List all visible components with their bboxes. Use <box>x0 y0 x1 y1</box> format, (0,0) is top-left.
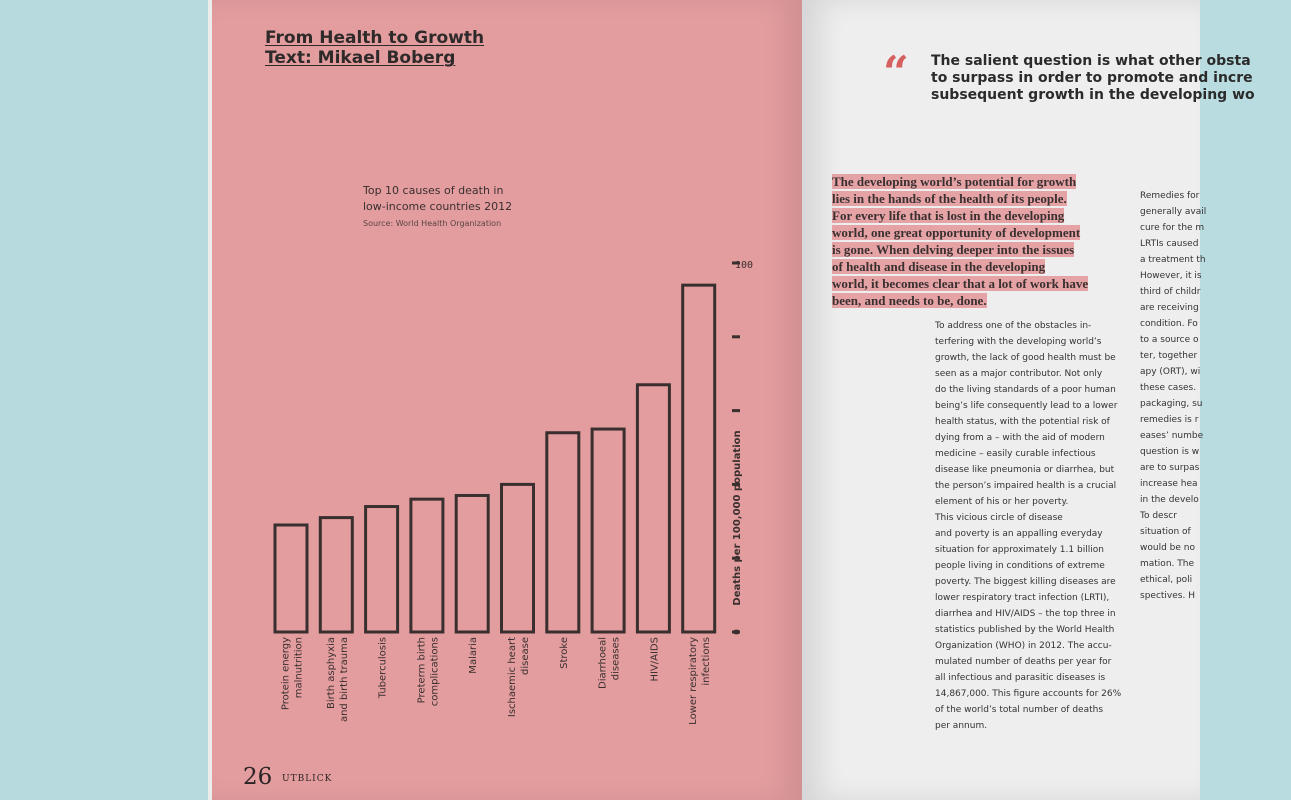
body-line: remedies is r <box>1140 415 1199 425</box>
body-line: situation of <box>1140 527 1191 537</box>
body-line: all infectious and parasitic diseases is <box>935 673 1106 683</box>
body-line: poverty. The biggest killing diseases are <box>935 577 1116 587</box>
body-line: are to surpas <box>1140 463 1200 473</box>
bar <box>683 285 715 632</box>
highlight-line: of health and disease in the developing <box>832 259 1046 274</box>
body-line: This vicious circle of disease <box>935 513 1063 523</box>
body-line: question is w <box>1140 447 1200 457</box>
body-line: medicine – easily curable infectious <box>935 449 1096 459</box>
body-line: terfering with the developing world’s <box>935 337 1102 347</box>
body-line: being’s life consequently lead to a lower <box>935 401 1118 411</box>
highlight-line: For every life that is lost in the developing <box>832 208 1065 223</box>
body-line: mulated number of deaths per year for <box>935 657 1112 667</box>
pull-quote-line: subsequent growth in the developing wo <box>931 87 1255 103</box>
bar <box>637 385 669 632</box>
body-line: situation for approximately 1.1 billion <box>935 545 1104 555</box>
body-line: statistics published by the World Health <box>935 625 1115 635</box>
category-label: diseases <box>610 637 622 681</box>
body-line: condition. Fo <box>1140 319 1198 329</box>
body-line: eases’ numbe <box>1140 431 1204 441</box>
category-label: complications <box>429 637 441 707</box>
category-label: infections <box>701 637 713 686</box>
category-label: and birth trauma <box>338 637 350 723</box>
bar <box>320 518 352 632</box>
category-label: Stroke <box>558 637 570 669</box>
body-line: LRTIs caused <box>1140 239 1199 249</box>
highlighted-intro <box>832 173 1132 309</box>
body-line: seen as a major contributor. Not only <box>935 369 1103 379</box>
body-line: third of childr <box>1140 287 1201 297</box>
magazine-name: UTBLICK <box>282 774 333 784</box>
y-axis-label: Deaths per 100,000 population <box>732 430 743 606</box>
body-column-2 <box>1140 188 1210 604</box>
body-line: To descr <box>1140 511 1177 521</box>
body-line: growth, the lack of good health must be <box>935 353 1116 363</box>
category-label: malnutrition <box>293 637 305 699</box>
body-line: To address one of the obstacles in- <box>935 321 1092 331</box>
highlight-line: lies in the hands of the health of its people. <box>832 191 1067 206</box>
category-label: Malaria <box>468 637 480 674</box>
body-line: element of his or her poverty. <box>935 497 1069 507</box>
page-number: 26 <box>243 764 273 790</box>
body-line: apy (ORT), wi <box>1140 367 1201 377</box>
y-tick-label: 100 <box>734 260 754 271</box>
headline: From Health to Growth <box>265 28 485 48</box>
body-line: would be no <box>1140 543 1195 553</box>
body-line: health status, with the potential risk of <box>935 417 1110 427</box>
body-line: disease like pneumonia or diarrhea, but <box>935 465 1115 475</box>
category-label: disease <box>520 637 531 675</box>
pull-quote <box>931 53 1291 104</box>
byline: Text: Mikael Boberg <box>265 48 456 68</box>
highlight-line: world, it becomes clear that a lot of work have <box>832 276 1089 291</box>
body-line: spectives. H <box>1140 591 1195 601</box>
body-line: ter, together <box>1140 351 1198 361</box>
body-line: 14,867,000. This figure accounts for 26% <box>935 689 1122 699</box>
bar <box>411 499 443 632</box>
y-tick-label: 0 <box>732 628 743 636</box>
category-label: Preterm birth <box>416 637 428 704</box>
body-line: do the living standards of a poor human <box>935 385 1116 395</box>
highlight-line: been, and needs to be, done. <box>832 293 987 308</box>
body-line: people living in conditions of extreme <box>935 561 1105 571</box>
body-line: per annum. <box>935 721 988 731</box>
quote-mark-icon: “ <box>883 46 903 99</box>
highlight-line: The developing world’s potential for growth <box>832 174 1077 189</box>
body-line: to a source o <box>1140 335 1199 345</box>
category-label: Protein energy <box>280 637 292 711</box>
chart-title-line: Top 10 causes of death in <box>363 184 504 197</box>
bar <box>366 507 398 632</box>
category-label: HIV/AIDS <box>649 637 661 682</box>
body-line: lower respiratory tract infection (LRTI), <box>935 593 1110 603</box>
chart-source: Source: World Health Organization <box>363 219 502 228</box>
body-line: diarrhea and HIV/AIDS – the top three in <box>935 609 1116 619</box>
category-label: Birth asphyxia <box>325 637 337 709</box>
highlight-line: is gone. When delving deeper into the issues <box>832 242 1075 257</box>
category-label: Lower respiratory <box>688 637 700 725</box>
body-line: these cases. <box>1140 383 1197 393</box>
body-line: a treatment th <box>1140 255 1206 265</box>
bar <box>592 429 624 632</box>
body-line: are receiving <box>1140 303 1199 313</box>
highlight-line: world, one great opportunity of development <box>832 225 1081 240</box>
bar <box>502 484 534 632</box>
body-column-1 <box>935 318 1140 734</box>
body-line: packaging, su <box>1140 399 1203 409</box>
body-line: Remedies for <box>1140 191 1200 201</box>
body-line: Organization (WHO) in 2012. The accu- <box>935 641 1112 651</box>
body-line: and poverty is an appalling everyday <box>935 529 1103 539</box>
body-line: mation. The <box>1140 559 1194 569</box>
body-line: in the develo <box>1140 495 1199 505</box>
pull-quote-line: to surpass in order to promote and incre <box>931 70 1253 86</box>
body-line: ethical, poli <box>1140 575 1193 585</box>
body-line: dying from a – with the aid of modern <box>935 433 1105 443</box>
category-label: Diarrhoeal <box>597 637 609 689</box>
body-line: generally avail <box>1140 207 1207 217</box>
category-label: Tuberculosis <box>377 637 389 699</box>
chart-title-line: low-income countries 2012 <box>363 200 513 213</box>
category-label: Ischaemic heart <box>507 637 518 718</box>
body-line: of the world’s total number of deaths <box>935 705 1104 715</box>
pull-quote-line: The salient question is what other obsta <box>931 53 1251 69</box>
body-line: cure for the m <box>1140 223 1205 233</box>
bar <box>275 525 307 632</box>
body-line: However, it is <box>1140 271 1202 281</box>
bar <box>547 433 579 632</box>
body-line: increase hea <box>1140 479 1198 489</box>
body-line: the person’s impaired health is a crucial <box>935 481 1117 491</box>
bar <box>456 495 488 632</box>
